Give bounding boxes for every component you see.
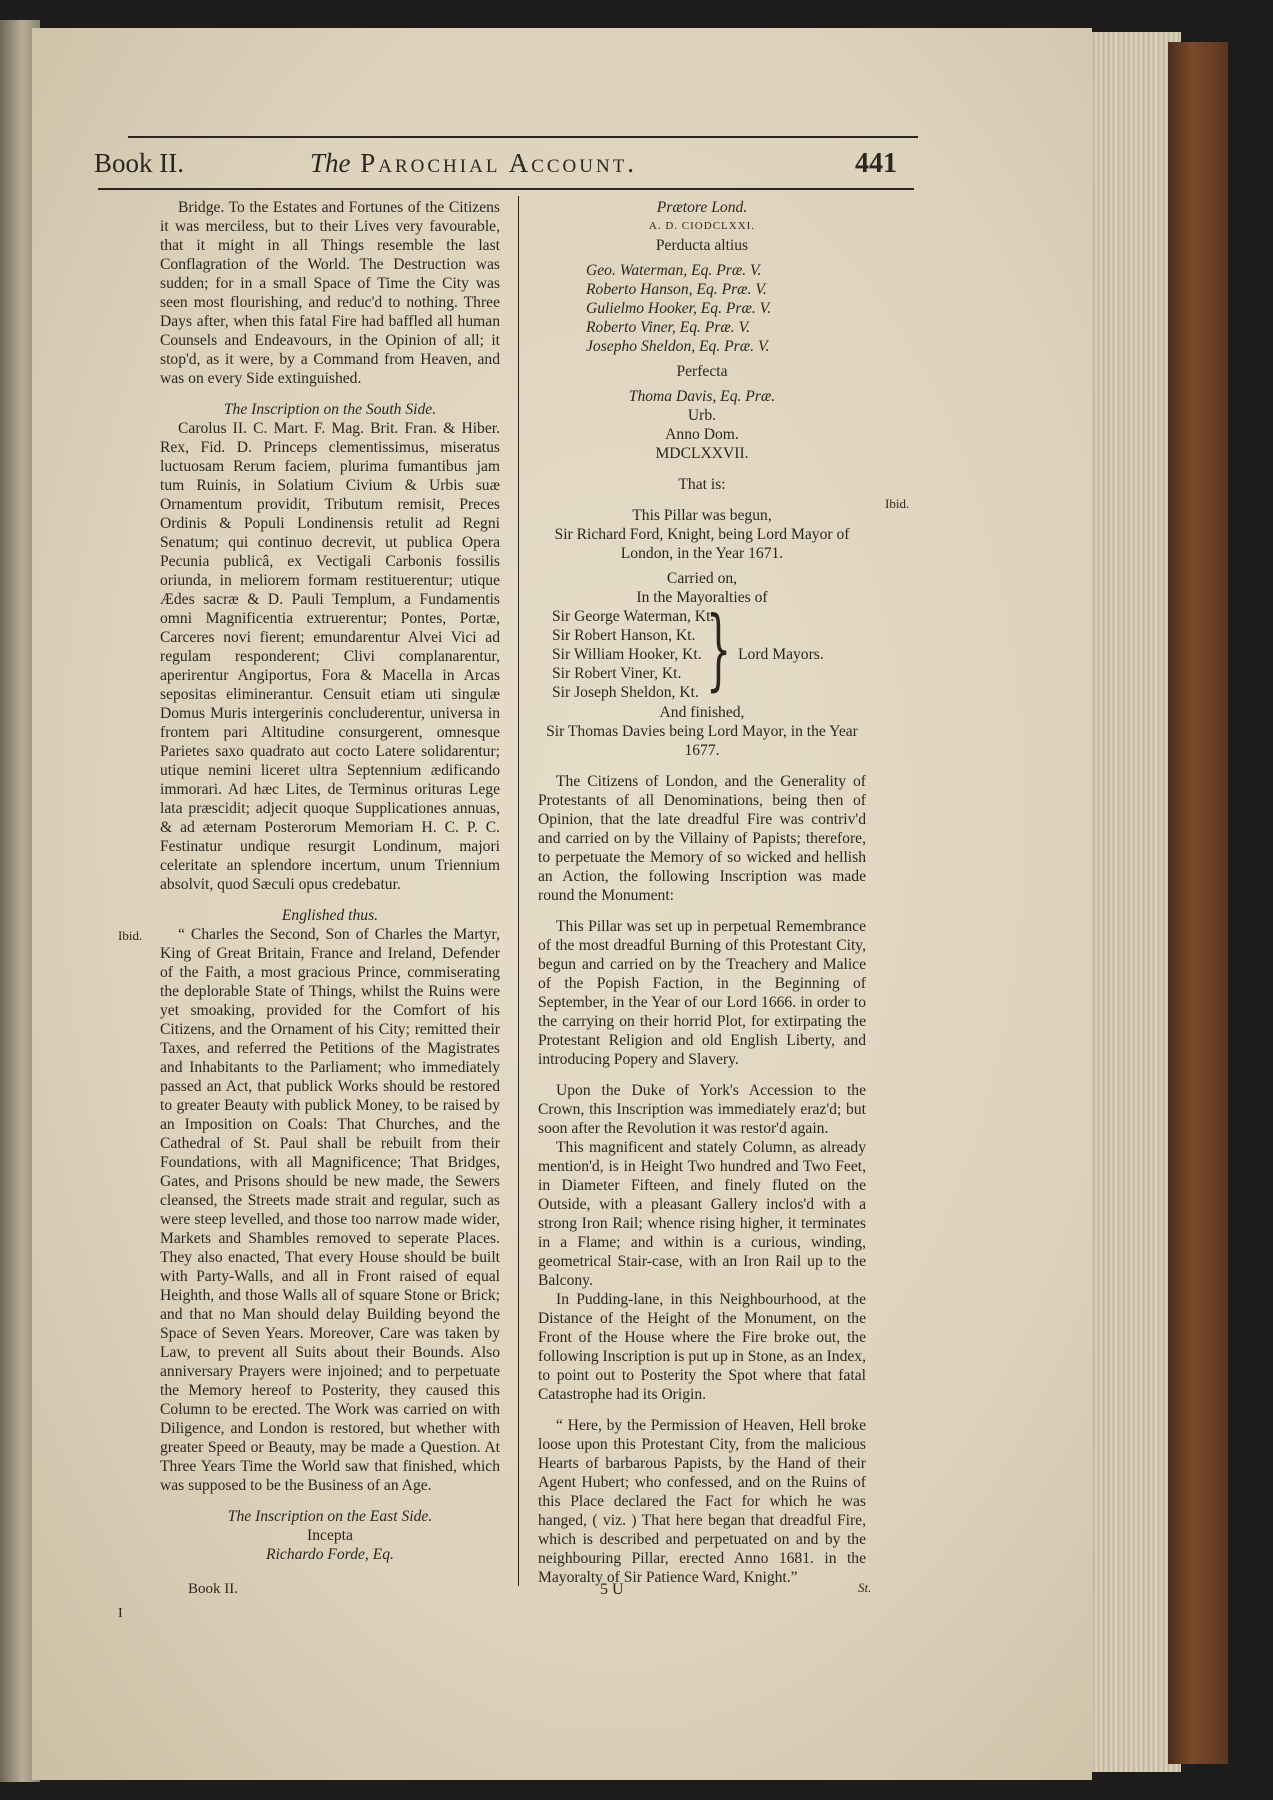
margin-note-left: Ibid.: [118, 928, 143, 943]
running-head-left: Book II.: [94, 148, 184, 178]
right-column: [538, 198, 866, 1587]
latin-mayors-list: [538, 261, 866, 356]
english-mayor-5: Sir Joseph Sheldon, Kt.: [552, 684, 699, 701]
english-mayor-3: Sir William Hooker, Kt.: [552, 646, 702, 663]
latin-inscription-south: Carolus II. C. Mart. F. Mag. Brit. Fran. & Hiber. Rex, Fid. D. Princeps clementissimus, miseratus luctuosam Rerum faciem, plurima fumantibus jam tum Ruinis, in Solatium Civium & Urbis suæ Ornamentum providit, Tributum remisit, Preces Ordinis & Populi Londinensis retulit ad Regni Senatum; qui continuo decrevit, ut publica Opera Pecunia publicâ, ex Vectigali Carbonis fossilis oriunda, in meliorem formam restituerentur; utique Ædes sacræ & D. Pauli Templum, a Fundamentis omni Magnificentia extruerentur; Pontes, Portæ, Carceres novi fierent; emundarentur Alvei Vici ad regulam responderent; Clivi complanarentur, aperirentur Angiportus, Fora & Macella in Arcas sepositas eliminerantur. Censuit etiam uti singulæ Domus Muris intergerinis concluderentur, universa in frontem pari Altitudine consurgerent, omnesque Parietes saxo quadrato aut cocto Latere solidarentur; utique nemini liceret ultra Septennium ædificando immorari. Ad hæc Lites, de Terminus orituras Lege lata præscidit; adjecit quoque Supplicationes annuas, & ad æternam Posterorum Memoriam H. C. P. C. Festinatur undique resurgit Londinum, majori celeritate an splendore incertum, unum Triennium absolvit, quod Sæculi opus credebatur.: [160, 420, 500, 893]
header-bottom-rule: [98, 188, 914, 190]
paragraph-pillar-inscription: This Pillar was set up in perpetual Remembrance of the most dreadful Burning of this Protestant City, begun and carried on by the Treachery and Malice of the Popish Faction, in the Beginning of September, in the Year of our Lord 1666. in order to the carrying on their horrid Plot, for extirpating the Protestant Religion and old English Liberty, and introducing Popery and Slavery.: [538, 918, 866, 1068]
paragraph-column: This magnificent and stately Column, as already mention'd, is in Height Two hundred and Two Feet, in Diameter Fifteen, and finely fluted on the Outside, with a pleasant Gallery inclos'd with a strong Iron Rail; whence rising higher, it terminates in a Flame; and within is a curious, winding, geometrical Stair-case, with an Iron Rail up to the Balcony.: [538, 1139, 866, 1289]
header-top-rule: [128, 136, 918, 138]
anno-dom-line: Anno Dom.: [665, 426, 739, 443]
english-translation: “ Charles the Second, Son of Charles the Martyr, King of Great Britain, France and Ireland, Defender of the Faith, a most gracious Prince, commiserating the deplorable State of Things, whilst the Ruins were yet smoaking, provided for the Comfort of his Citizens, and the Ornament of his City; remitted their Taxes, and referred the Petitions of the Magistrates and Inhabitants to the Parliament; who immediately passed an Act, that publick Works should be restored to greater Beauty with publick Money, to be raised by an Imposition on Coals: That Churches, and the Cathedral of St. Paul shall be rebuilt from their Foundations, with all Magnificence; That Bridges, Gates, and Prisons should be new made, the Sewers cleansed, the Streets made strait and regular, such as were steep levelled, and those too narrow made wider, Markets and Shambles removed to seperate Places. They also enacted, That every House should be built with Party-Walls, and all in Front raised of equal Heighth, and those Walls all of square Stone or Brick; and that no Man should delay Building beyond the Space of Seven Years. Moreover, Care was taken by Law, to prevent all Suits about their Bounds. Also anniversary Prayers were injoined; and to perpetuate the Memory hereof to Posterity, they caused this Column to be erected. The Work was carried on with Diligence, and London is restored, but whether with greater Speed or Beauty, may be made a Question. At Three Years Time the World saw that finished, which was supposed to be the Business of an Age.: [160, 926, 500, 1494]
latin-mayor-1: Geo. Waterman, Eq. Præ. V.: [586, 262, 762, 279]
latin-mayor-5: Josepho Sheldon, Eq. Præ. V.: [586, 338, 770, 355]
perducta-line: Perducta altius: [655, 237, 749, 254]
paragraph-pudding-lane: In Pudding-lane, in this Neighbourhood, at the Distance of the Height of the Monument, on the Front of the House where the Fire broke out, the following Inscription is put up in Stone, as an Index, to point out to Posterity the Spot where that fatal Catastrophe had its Origin.: [538, 1291, 866, 1403]
sir-richard-line: Sir Richard Ford, Knight, being Lord Mayor of London, in the Year 1671.: [554, 526, 850, 562]
english-mayor-2: Sir Robert Hanson, Kt.: [552, 627, 696, 644]
latin-mayor-2: Roberto Hanson, Eq. Præ. V.: [586, 281, 767, 298]
page-number: 441: [855, 148, 897, 179]
title-the: The: [310, 148, 351, 178]
latin-mayor-4: Roberto Viner, Eq. Præ. V.: [586, 319, 751, 336]
richardo-line: Richardo Forde, Eq.: [266, 1546, 394, 1563]
left-column: [160, 198, 500, 1564]
english-mayor-1: Sir George Waterman, Kt.: [552, 608, 715, 625]
catchword-right: St.: [858, 1580, 872, 1595]
roman-year-line: MDCLXXVII.: [655, 445, 749, 462]
pillar-begun-line: This Pillar was begun,: [632, 507, 772, 524]
margin-note-right: Ibid.: [885, 496, 910, 511]
heading-south-side: The Inscription on the South Side.: [223, 401, 437, 418]
english-mayors-list: [552, 607, 732, 702]
thoma-line: Thoma Davis, Eq. Præ.: [628, 388, 776, 405]
paragraph-here-inscription: “ Here, by the Permission of Heaven, Hell broke loose upon this Protestant City, from the malicious Hearts of barbarous Papists, by the Hand of their Agent Hubert; who confessed, and on the Ruins of this Place declared the Fact for which he was hanged, ( viz. ) That here began that dreadful Fire, which is described and perpetuated on and by the neighbouring Pillar, erected Anno 1681. in the Mayoralty of Sir Patience Ward, Knight.”: [538, 1417, 866, 1586]
sir-thomas-line: Sir Thomas Davies being Lord Mayor, in the Year 1677.: [546, 723, 858, 759]
title-rest: Parochial Account.: [360, 148, 638, 178]
that-is-line: That is:: [678, 476, 726, 493]
heading-east-side: The Inscription on the East Side.: [227, 1508, 433, 1525]
paragraph-citizens: The Citizens of London, and the Generality of Protestants of all Denominations, being then of Opinion, that the late dreadful Fire was contriv'd and carried on by the Villainy of Papists; therefore, to perpetuate the Memory of so wicked and hellish an Action, the following Inscription was made round the Monument:: [538, 773, 866, 904]
mayoralties-line: In the Mayoralties of: [636, 589, 768, 606]
urb-line: Urb.: [687, 407, 717, 424]
carried-on-line: Carried on,: [666, 570, 738, 587]
paragraph-bridge: Bridge. To the Estates and Fortunes of the Citizens it was merciless, but to their Lives very favourable, that it might in all Things resemble the last Conflagration of the World. The Destruction was sudden; for in a small Space of Time the City was seen most flourishing, and reduc'd to nothing. Three Days after, when this fatal Fire had baffled all human Counsels and Endeavours, in the Opinion of all; it stop'd, as it were, by a Command from Heaven, and was on every Side extinguished.: [160, 199, 500, 387]
perfecta-line: Perfecta: [676, 363, 728, 380]
and-finished-line: And finished,: [659, 704, 745, 721]
heading-englished: Englished thus.: [281, 907, 379, 924]
signature-mark-left: I: [118, 1606, 123, 1621]
latin-mayor-3: Gulielmo Hooker, Eq. Præ. V.: [586, 300, 772, 317]
running-head-title: [310, 148, 637, 179]
anno-domini-line: A. D. CIODCLXXI.: [648, 220, 756, 232]
signature-mark-right: 5 U: [600, 1581, 624, 1598]
curly-brace-icon: }: [706, 597, 732, 700]
catchword-left: Book II.: [188, 1581, 238, 1597]
book-cover-board: [1168, 42, 1228, 1764]
praetore-line: Prætore Lond.: [656, 199, 748, 216]
lord-mayors-label: Lord Mayors.: [738, 646, 824, 663]
incepta-line: Incepta: [307, 1527, 353, 1544]
paragraph-duke-of-york: Upon the Duke of York's Accession to the Crown, this Inscription was immediately eraz'd; but soon after the Revolution it was restor'd again.: [538, 1082, 866, 1137]
english-mayor-4: Sir Robert Viner, Kt.: [552, 665, 682, 682]
column-divider: [518, 196, 519, 1586]
